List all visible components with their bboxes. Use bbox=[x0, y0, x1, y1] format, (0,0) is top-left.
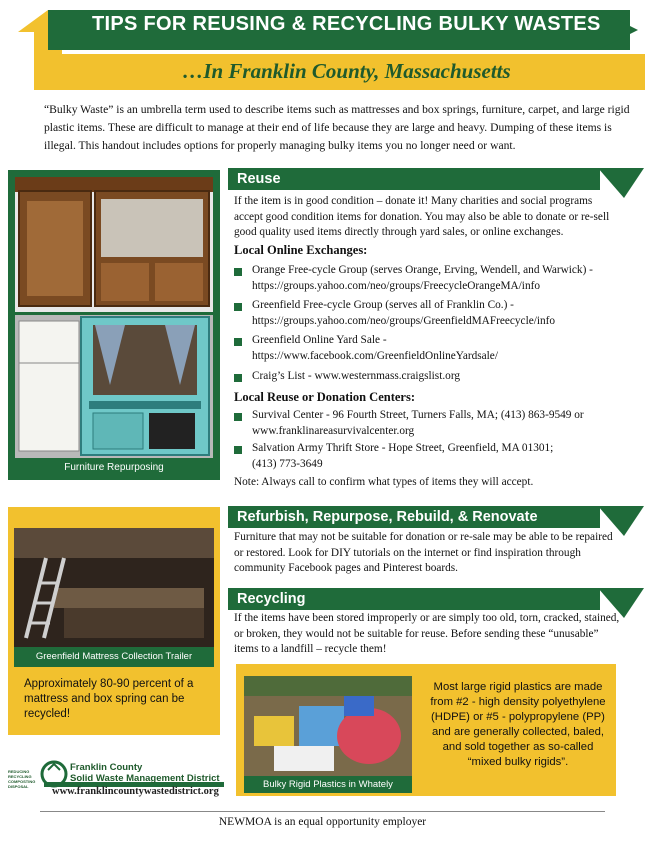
logo-tagline-line: REDUCING bbox=[8, 769, 30, 774]
list-item bbox=[252, 441, 627, 472]
recycling-body: If the items have been stored improperly or are simply too old, torn, cracked, stained, or broken, they would not be suitable for reuse. Before sending these “unusable” items to a landfill – recycle them! bbox=[234, 612, 620, 655]
logo-tagline-line: RECYCLING bbox=[8, 774, 32, 779]
bullet-icon bbox=[234, 303, 242, 311]
list-item-link[interactable]: https://groups.yahoo.com/neo/groups/GreenfieldMAFreecycle/info bbox=[252, 314, 556, 327]
plastics-photo-caption: Bulky Rigid Plastics in Whately bbox=[263, 779, 393, 790]
furniture-photo-caption: Furniture Repurposing bbox=[64, 462, 164, 473]
list-item bbox=[252, 298, 627, 329]
footer-text: NEWMOA is an equal opportunity employer bbox=[218, 816, 427, 828]
district-name bbox=[70, 762, 225, 784]
list-item-line: Greenfield Online Yard Sale - bbox=[252, 334, 387, 346]
list-item-link[interactable]: https://www.facebook.com/GreenfieldOnlineYardsale/ bbox=[252, 349, 498, 362]
page-subtitle: …In Franklin County, Massachusetts bbox=[182, 59, 511, 83]
list-item-line: Orange Free-cycle Group (serves Orange, Erving, Wendell, and Warwick) - bbox=[252, 264, 593, 276]
furniture-after-photo bbox=[15, 315, 213, 458]
reuse-title: Reuse bbox=[237, 171, 281, 187]
refurbish-body: Furniture that may not be suitable for donation or re-sale may be able to be repaired or restored. Look for DIY tutorials on the internet or find inspiration through community Facebook pages and Pinterest boards. bbox=[234, 531, 613, 574]
list-item-link[interactable]: www.franklinareasurvivalcenter.org bbox=[252, 424, 415, 437]
reuse-body: If the item is in good condition – donate it! Many charities and social programs accept good condition items for donation. You may also be able to donate or re-sell good quality used items directly through yard sales, or online exchanges. bbox=[234, 195, 610, 238]
list-item-line: Salvation Army Thrift Store - Hope Street, Greenfield, MA 01301; bbox=[252, 442, 554, 454]
online-exchanges-heading: Local Online Exchanges: bbox=[234, 243, 368, 257]
plastics-fact: Most large rigid plastics are made from #2 - high density polyethylene (HDPE) or #5 - polypropylene (PP) and are generally collected, baled, and sold together as so-called “mixed bulky rigids”. bbox=[430, 681, 606, 768]
footer-divider bbox=[40, 811, 605, 812]
district-name-line1: Franklin County bbox=[70, 762, 143, 773]
bullet-icon bbox=[234, 374, 242, 382]
recycling-title: Recycling bbox=[237, 591, 306, 607]
list-item bbox=[252, 333, 627, 364]
page-title: TIPS FOR REUSING & RECYCLING BULKY WASTES bbox=[92, 13, 601, 35]
district-website-link[interactable]: www.franklincountywastedistrict.org bbox=[52, 786, 219, 797]
furniture-before-photo bbox=[15, 177, 213, 312]
bullet-icon bbox=[234, 268, 242, 276]
reuse-note: Note: Always call to confirm what types of items they will accept. bbox=[234, 476, 534, 488]
rigid-plastics-photo bbox=[244, 676, 412, 776]
mattress-photo-caption: Greenfield Mattress Collection Trailer bbox=[35, 651, 193, 662]
logo-tagline-line: COMPOSTING bbox=[8, 779, 36, 784]
list-item-link[interactable]: https://groups.yahoo.com/neo/groups/FreecycleOrangeMA/info bbox=[252, 279, 541, 292]
logo-tagline-line: DISPOSAL bbox=[8, 784, 29, 789]
bullet-icon bbox=[234, 446, 242, 454]
list-item-line: Greenfield Free-cycle Group (serves all of Franklin Co.) - bbox=[252, 299, 514, 311]
list-item bbox=[252, 263, 627, 294]
bullet-icon bbox=[234, 413, 242, 421]
bullet-icon bbox=[234, 338, 242, 346]
reuse-header-bar bbox=[228, 168, 600, 190]
list-item-line: Survival Center - 96 Fourth Street, Turners Falls, MA; (413) 863-9549 or bbox=[252, 409, 584, 421]
list-item-link[interactable]: Craig’s List - www.westernmass.craigslist.org bbox=[252, 370, 461, 382]
intro-paragraph: “Bulky Waste” is an umbrella term used to describe items such as mattresses and box springs, furniture, carpet, and large rigid plastic items. These are difficult to manage at their end of life because they are large and heavy. Dumping of these items is illegal. This handout includes options for properly managing bulky items you no longer need or want. bbox=[44, 103, 630, 152]
refurbish-title: Refurbish, Repurpose, Rebuild, & Renovate bbox=[237, 509, 538, 525]
list-item bbox=[252, 408, 627, 439]
logo-tagline bbox=[8, 769, 38, 789]
district-name-line2: Solid Waste Management District bbox=[70, 773, 220, 784]
mattress-recycling-fact: Approximately 80-90 percent of a mattress and box spring can be recycled! bbox=[24, 678, 194, 720]
list-item-line: (413) 773-3649 bbox=[252, 457, 323, 470]
donation-centers-heading: Local Reuse or Donation Centers: bbox=[234, 390, 415, 404]
list-item bbox=[252, 369, 627, 385]
